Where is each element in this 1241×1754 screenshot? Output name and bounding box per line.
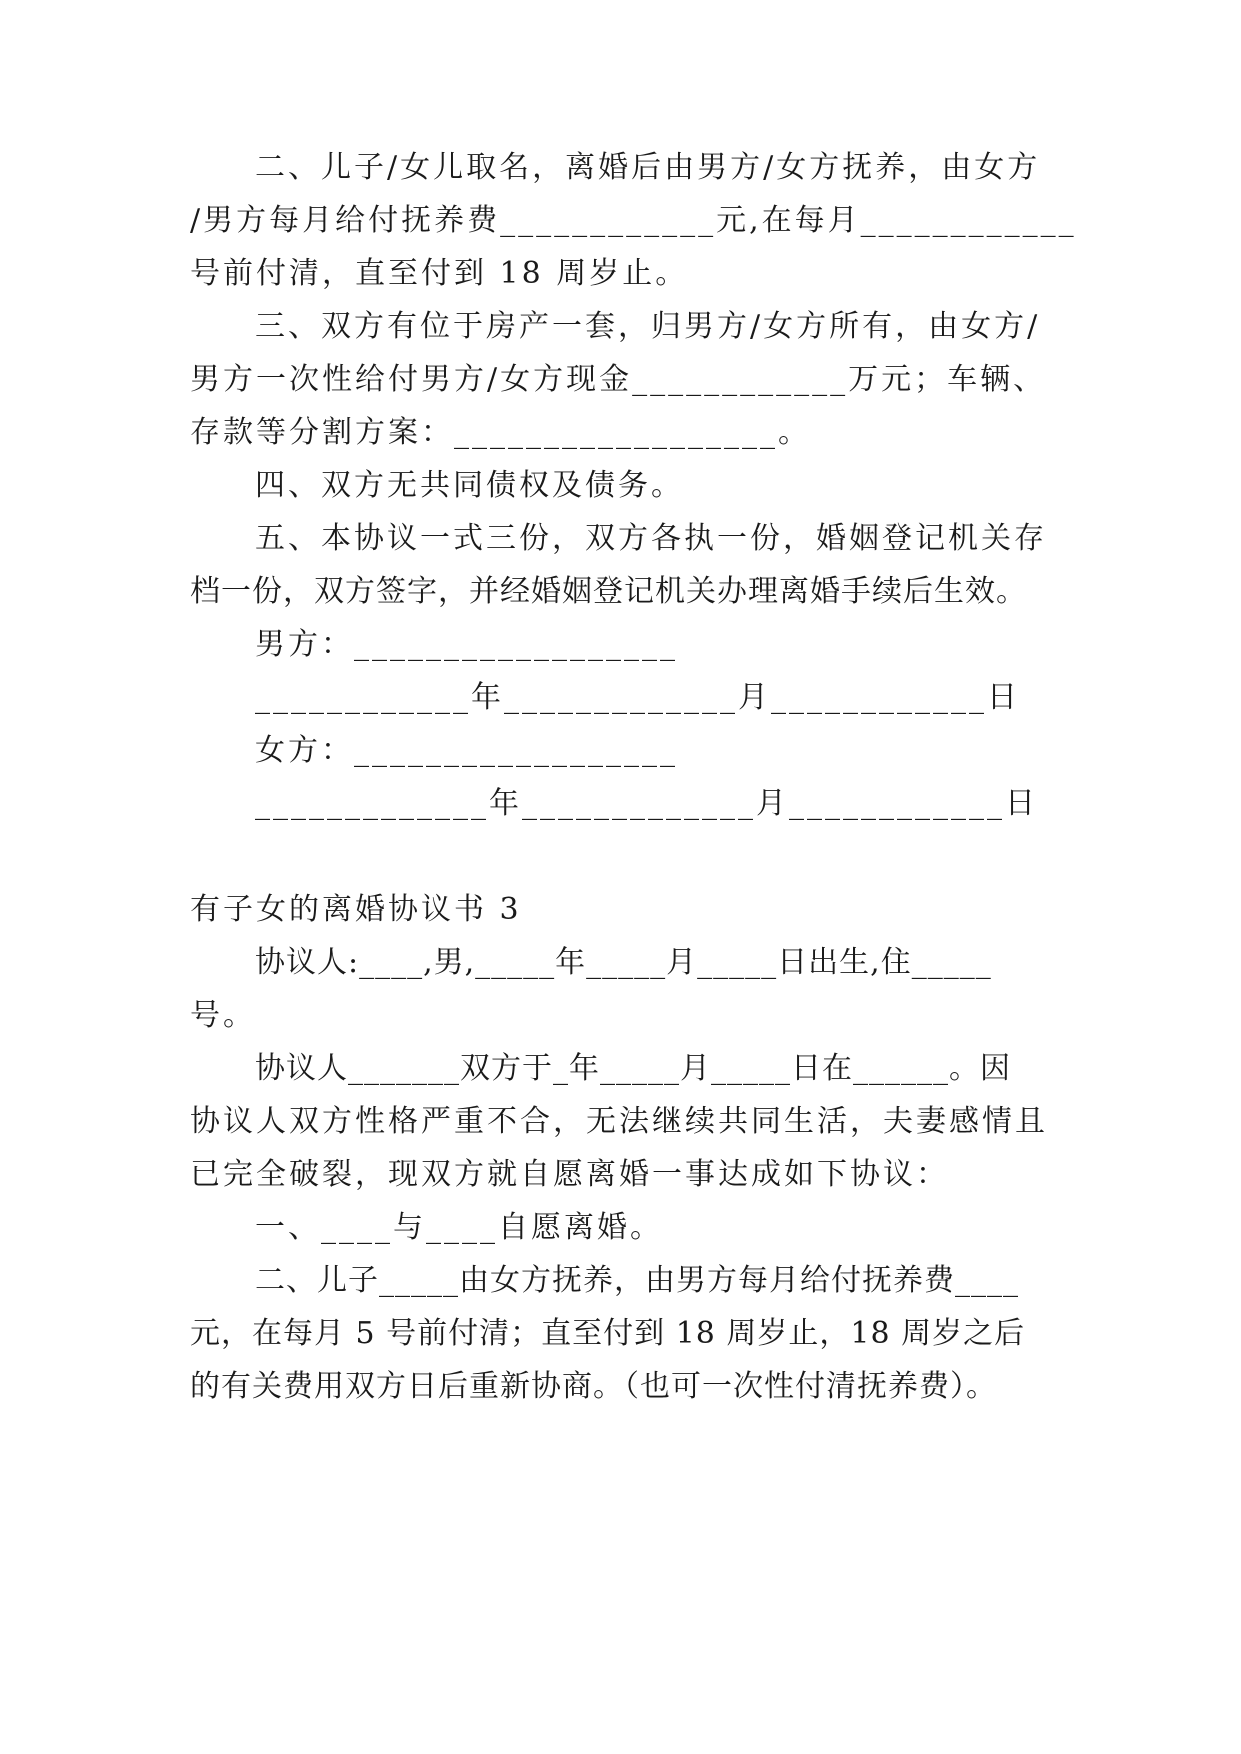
clause3-line1: 三、双方有位于房产一套，归男方/女方所有，由女方/ xyxy=(255,309,1041,344)
part3-clause2-line1: 二、儿子_____由女方抚养，由男方每月给付抚养费____ xyxy=(255,1263,1019,1298)
clause2-line2: /男方每月给付抚养费____________元,在每月____________ xyxy=(190,203,1077,238)
part3-clause2-line2: 元，在每月 5 号前付清；直至付到 18 周岁止，18 周岁之后 xyxy=(190,1316,1026,1351)
clause2-line3: 号前付清，直至付到 18 周岁止。 xyxy=(190,256,689,291)
preamble-line2: 协议人双方性格严重不合，无法继续共同生活，夫妻感情且 xyxy=(190,1104,1048,1139)
preamble-line3: 已完全破裂，现双方就自愿离婚一事达成如下协议： xyxy=(190,1157,949,1192)
section-title: 有子女的离婚协议书 3 xyxy=(190,892,522,927)
clause2-line1: 二、儿子/女儿取名，离婚后由男方/女方抚养，由女方 xyxy=(255,150,1041,185)
clause4-line: 四、双方无共同债权及债务。 xyxy=(255,468,684,503)
part3-clause2-line3: 的有关费用双方日后重新协商。（也可一次性付清抚养费）。 xyxy=(190,1369,997,1404)
female-signature: 女方：__________________ xyxy=(255,733,678,768)
clause5-line1: 五、本协议一式三份，双方各执一份，婚姻登记机关存 xyxy=(255,521,1047,556)
male-signature: 男方：__________________ xyxy=(255,627,678,662)
parties-line1: 协议人:____,男,_____年_____月_____日出生,住_____ xyxy=(255,945,992,980)
preamble-line1: 协议人_______双方于_年_____月_____日在______。因 xyxy=(255,1051,1011,1086)
male-signature-date: ____________年_____________月____________日 xyxy=(255,680,1020,715)
part3-clause1-line: 一、____与____自愿离婚。 xyxy=(255,1210,663,1245)
clause5-line2: 档一份，双方签字，并经婚姻登记机关办理离婚手续后生效。 xyxy=(190,574,1027,609)
clause3-line2: 男方一次性给付男方/女方现金____________万元；车辆、 xyxy=(190,362,1047,397)
clause3-line3: 存款等分割方案：__________________。 xyxy=(190,415,811,450)
female-signature-date: _____________年_____________月____________日 xyxy=(255,786,1038,821)
parties-line2: 号。 xyxy=(190,998,256,1033)
